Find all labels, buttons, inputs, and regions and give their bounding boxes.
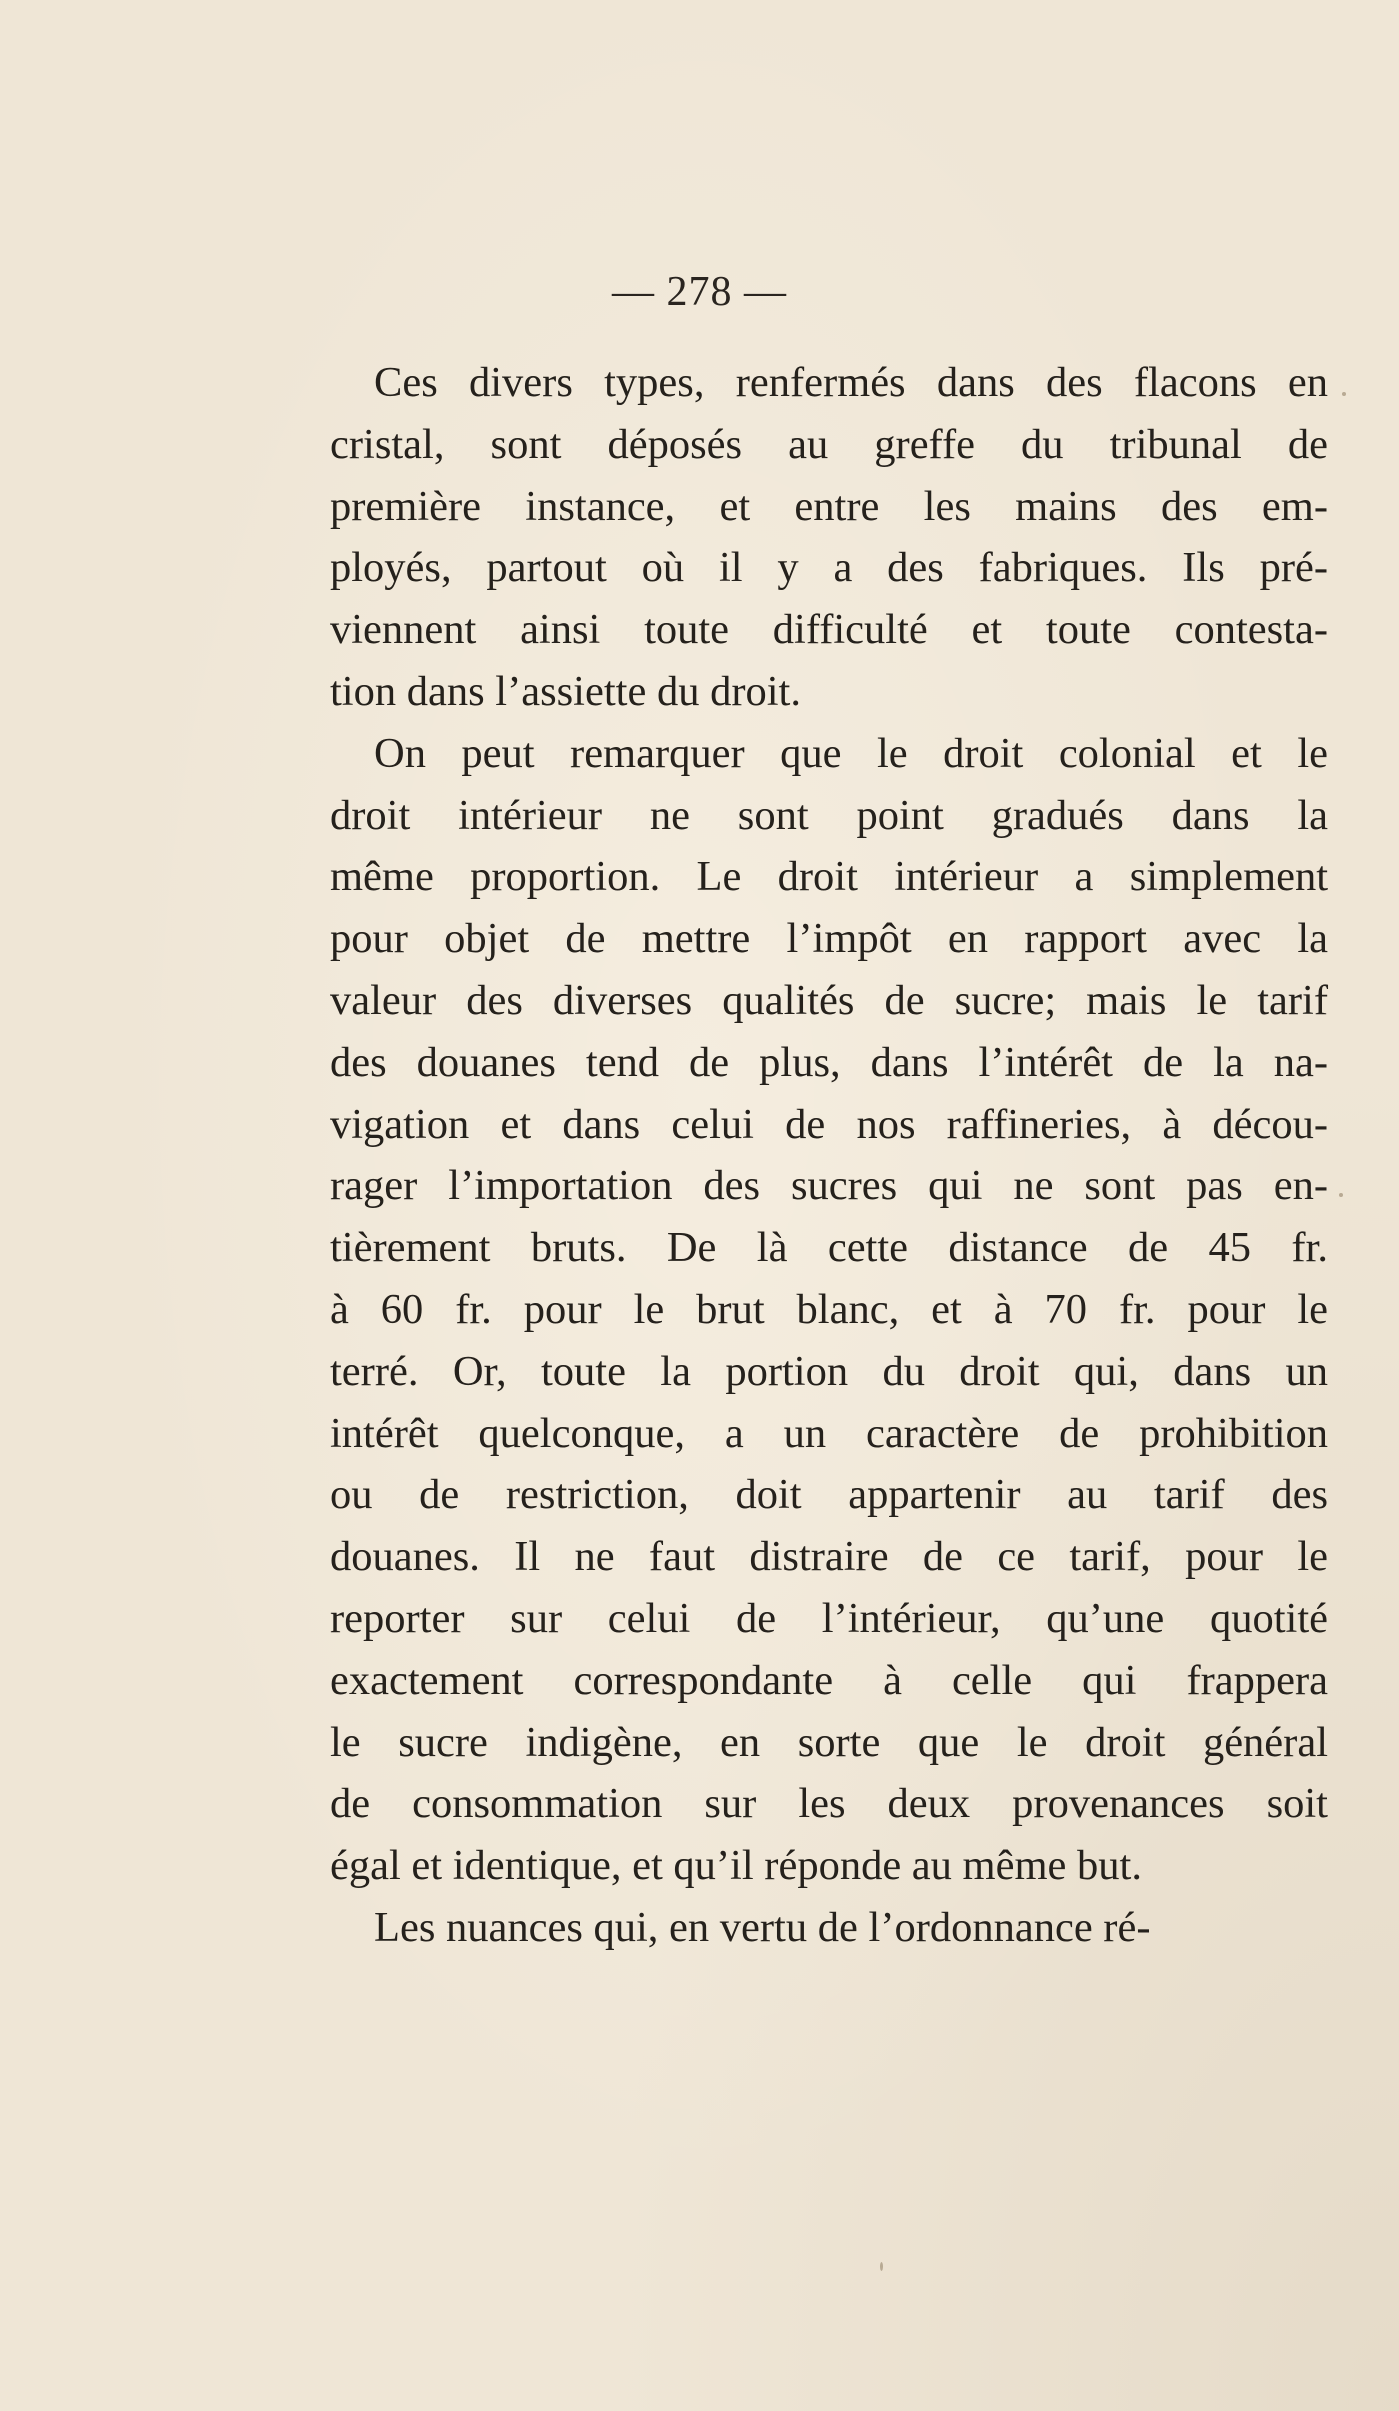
text-line: rager l’importation des sucres qui ne sont pas en- (330, 1162, 1328, 1210)
text-line: tièrement bruts. De là cette distance de 45 fr. (330, 1224, 1328, 1272)
text-line: tion dans l’assiette du droit. (330, 667, 801, 715)
paper-speck (880, 2262, 883, 2271)
text-line: viennent ainsi toute difficulté et toute contesta- (330, 606, 1328, 654)
body-text (330, 352, 1328, 1959)
text-line: vigation et dans celui de nos raffineries, à décou- (330, 1100, 1328, 1148)
text-line: pour objet de mettre l’impôt en rapport avec la (330, 915, 1328, 963)
paper-speck (1339, 1193, 1343, 1197)
text-line: de consommation sur les deux provenances soit (330, 1780, 1328, 1828)
text-line: intérêt quelconque, a un caractère de prohibition (330, 1409, 1328, 1457)
text-line: exactement correspondante à celle qui frappera (330, 1656, 1328, 1704)
text-line: ou de restriction, doit appartenir au tarif des (330, 1471, 1328, 1519)
text-line: à 60 fr. pour le brut blanc, et à 70 fr. pour le (330, 1285, 1328, 1333)
text-line: On peut remarquer que le droit colonial et le (374, 729, 1328, 777)
text-line: même proportion. Le droit intérieur a simplement (330, 853, 1328, 901)
text-line: Les nuances qui, en vertu de l’ordonnance ré- (374, 1903, 1151, 1951)
text-line: des douanes tend de plus, dans l’intérêt de la na- (330, 1038, 1328, 1086)
text-line: ployés, partout où il y a des fabriques. Ils pré- (330, 544, 1328, 592)
text-line: Ces divers types, renfermés dans des flacons en (374, 359, 1328, 406)
text-line: douanes. Il ne faut distraire de ce tarif, pour le (330, 1533, 1328, 1581)
text-line: terré. Or, toute la portion du droit qui, dans un (330, 1347, 1328, 1395)
text-line: cristal, sont déposés au greffe du tribunal de (330, 420, 1328, 468)
text-line: première instance, et entre les mains des em- (330, 482, 1328, 530)
page-number: — 278 — (612, 269, 787, 315)
text-line: égal et identique, et qu’il réponde au même but. (330, 1842, 1142, 1890)
text-line: droit intérieur ne sont point gradués dans la (330, 791, 1328, 839)
text-line: le sucre indigène, en sorte que le droit général (330, 1718, 1328, 1766)
text-line: reporter sur celui de l’intérieur, qu’une quotité (330, 1594, 1328, 1642)
text-line: valeur des diverses qualités de sucre; mais le tarif (330, 976, 1328, 1024)
paper-speck (1342, 392, 1346, 396)
